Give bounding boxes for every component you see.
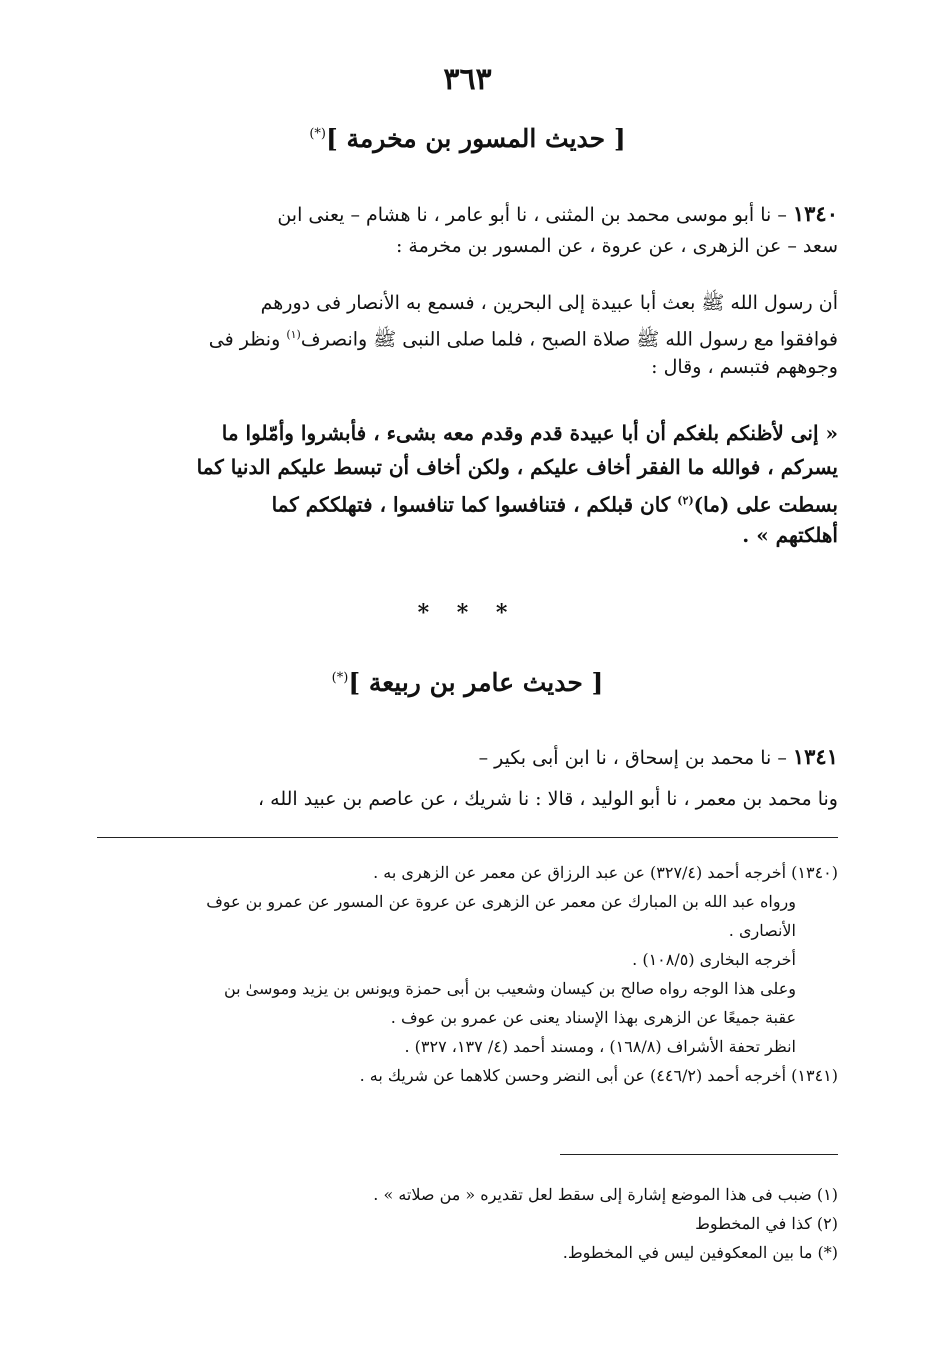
takhrij-line: الأنصارى . (728, 921, 796, 940)
takhrij-notes (97, 858, 838, 1090)
editor-note: (١) ضبب فى هذا الموضع إشارة إلى سقط لعل تقديره « من صلاته » . (373, 1185, 838, 1204)
isnad-line: ونا محمد بن معمر ، نا أبو الوليد ، قالا : نا شريك ، عن عاصم بن عبيد الله ، (257, 788, 838, 810)
heading-mark: (*) (309, 126, 326, 142)
footnote-ref: (٢) (677, 494, 694, 507)
footnote-ref: (١) (286, 328, 301, 341)
editor-note: (*) ما بين المعكوفين ليس في المخطوط. (562, 1243, 838, 1262)
section-separator: * * * (417, 600, 518, 626)
page-number: ٣٦٣ (443, 62, 492, 97)
notes-divider (560, 1154, 838, 1155)
heading-mark: (*) (331, 670, 349, 686)
quote-line: أهلكتهم » . (742, 523, 838, 547)
quote-line: بسطت على (ما)$^{(٢)}$ كان قبلكم ، فتنافسوا كما تنافسوا ، فتهلككم كما (271, 492, 838, 517)
section-heading-text: [ حديث المسور بن مخرمة ] (325, 124, 626, 153)
text-line: أن رسول الله ﷺ بعث أبا عبيدة إلى البحرين ، فسمع به الأنصار فى دورهم (260, 292, 838, 314)
takhrij-divider (97, 837, 838, 838)
section-heading-text: [ حديث عامر بن ربيعة ] (348, 668, 604, 697)
takhrij-line: ورواه عبد الله بن المبارك عن معمر عن الزهرى عن عروة عن المسور عن عمرو بن عوف (206, 892, 796, 911)
hadith-1340-text (93, 287, 838, 383)
section-heading-miswar (0, 124, 935, 153)
hadith-number: ١٣٤٠ (792, 201, 838, 226)
takhrij-line: (١٣٤٠) أخرجه أحمد (٣٢٧/٤) عن عبد الرزاق عن معمر عن الزهرى به . (373, 863, 838, 882)
editor-notes (97, 1180, 838, 1267)
takhrij-line: انظر تحفة الأشراف (١٦٨/٨) ، ومسند أحمد (٤/ ١٣٧، ٣٢٧) . (404, 1037, 796, 1056)
takhrij-line: عقبة جميعًا عن الزهرى بهذا الإسناد يعنى عن عمرو بن عوف . (390, 1008, 796, 1027)
takhrij-line: أخرجه البخارى (١٠٨/٥) . (632, 950, 796, 969)
editor-note: (٢) كذا في المخطوط (695, 1214, 838, 1233)
hadith-1341 (93, 741, 838, 815)
text-line: فوافقوا مع رسول الله ﷺ صلاة الصبح ، فلما صلى النبى ﷺ وانصرف$^{(١)}$ ونظر فى (208, 328, 838, 351)
text-line: وجوههم فتبسم ، وقال : (651, 356, 838, 378)
hadith-number: ١٣٤١ (792, 744, 838, 769)
takhrij-line: (١٣٤١) أخرجه أحمد (٤٤٦/٢) عن أبى النضر وحسن كلاهما عن شريك به . (359, 1066, 838, 1085)
section-heading-amir (0, 668, 935, 697)
takhrij-line: وعلى هذا الوجه رواه صالح بن كيسان وشعيب بن أبى حمزة ويونس بن يزيد وموسىٰ بن (223, 979, 796, 998)
hadith-1340-quote (93, 416, 838, 552)
isnad-line: سعد – عن الزهرى ، عن عروة ، عن المسور بن مخرمة : (395, 235, 838, 257)
isnad-line: ١٣٤٠ – نا أبو موسى محمد بن المثنى ، نا أبو عامر ، نا هشام – يعنى ابن (277, 201, 838, 226)
isnad-line: ١٣٤١ – نا محمد بن إسحاق ، نا ابن أبى بكير – (478, 744, 838, 769)
quote-line: « إنى لأظنكم بلغكم أن أبا عبيدة قدم وقدم معه بشىء ، فأبشروا وأمّلوا ما (221, 421, 838, 445)
quote-line: يسركم ، فوالله ما الفقر أخاف عليكم ، ولكن أخاف أن تبسط عليكم الدنيا كما (196, 455, 838, 479)
hadith-1340 (93, 198, 838, 262)
